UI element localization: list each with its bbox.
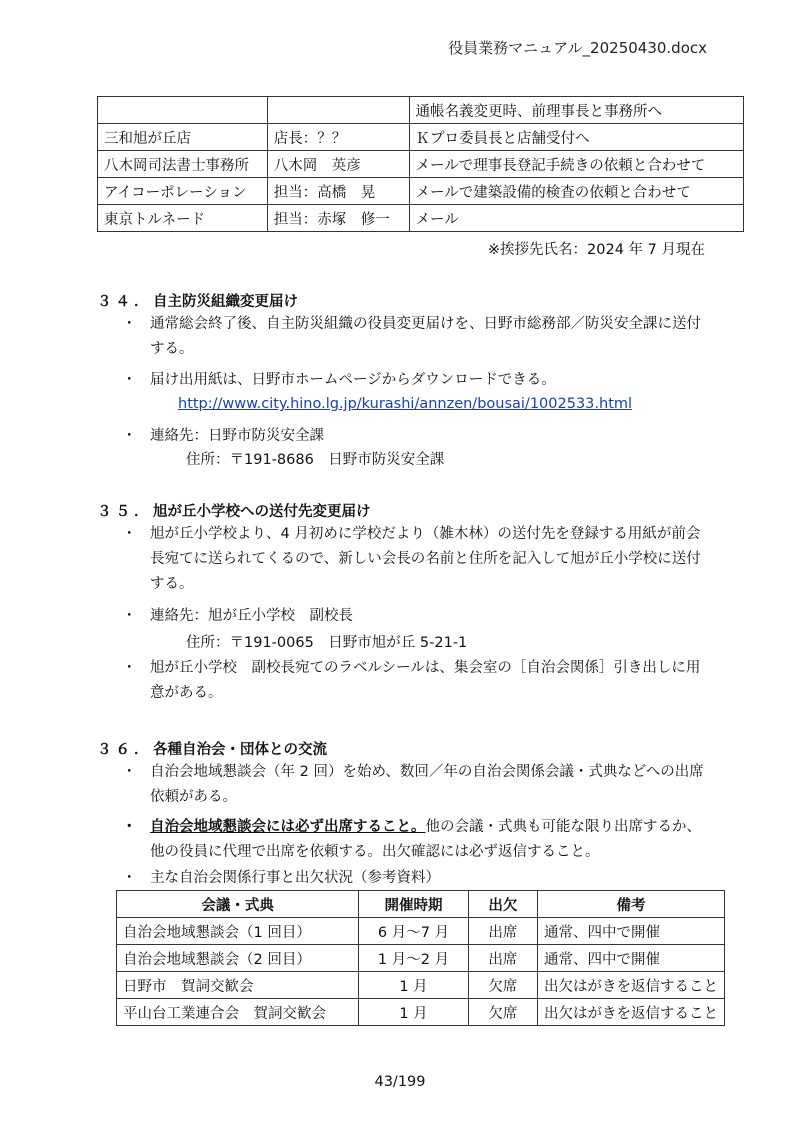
table-cell: 店長：？？ [267,124,409,151]
table-cell: メールで理事長登記手続きの依頼と合わせて [409,151,743,178]
table-cell: 八木岡司法書士事務所 [98,151,268,178]
document-filename: 役員業務マニュアル_20250430.docx [448,39,707,57]
bullet-text-rest: 他の会議・式典も可能な限り出席するか、他の役員に代理で出席を依頼する。出欠確認には必ず返信すること。 [150,819,701,860]
bullet-text: 旭が丘小学校 副校長宛てのラベルシールは、集会室の［自治会関係］引き出しに用意がある。 [150,660,701,701]
table-cell: 出欠はがきを返信すること [537,999,724,1026]
table-cell: 欠席 [468,999,537,1026]
bullet-text: 旭が丘小学校より、4 月初めに学校だより（雑木林）の送付先を登録する用紙が前会長宛てに送られてくるので、新しい会長の名前と住所を記入して旭が丘小学校に送付する。 [150,526,701,592]
section-35-heading [97,500,371,521]
events-table [116,890,725,1026]
table-cell: Ｋプロ委員長と店舗受付へ [409,124,743,151]
address-line: 住所：〒191-8686 日野市防災安全課 [186,452,445,468]
bullet-icon: ・ [122,819,137,835]
table-cell: 自治会地域懇談会（2 回目） [117,945,359,972]
bullet-text: 自治会地域懇談会（年 2 回）を始め、数回／年の自治会関係会議・式典などへの出席依頼がある。 [150,764,704,805]
bullet-text: 連絡先：旭が丘小学校 副校長 [150,608,353,624]
table-cell: 東京トルネード [98,205,268,232]
bullet-text: 主な自治会関係行事と出欠状況（参考資料） [150,870,440,886]
table-cell: 担当：赤塚 修一 [267,205,409,232]
column-header: 出欠 [468,891,537,918]
section-number: ３４． [97,294,153,310]
table-row [98,205,744,232]
table-cell: 1 月〜2 月 [359,945,468,972]
bullet-text: 届け出用紙は、日野市ホームページからダウンロードできる。 [150,372,556,388]
table-cell: 欠席 [468,972,537,999]
table-cell [98,97,268,124]
table-cell: 出欠はがきを返信すること [537,972,724,999]
bullet-text: 連絡先：日野市防災安全課 [150,428,324,444]
bullet-icon: ・ [122,372,137,388]
table-cell: 1 月 [359,972,468,999]
table-cell: 6 月〜7 月 [359,918,468,945]
table-cell: 通帳名義変更時、前理事長と事務所へ [409,97,743,124]
bullet-icon: ・ [122,608,137,624]
column-header: 開催時期 [359,891,468,918]
column-header: 備考 [537,891,724,918]
emphasis-text: 自治会地域懇談会には必ず出席すること。 [150,819,426,835]
bullet-text: 通常総会終了後、自主防災組織の役員変更届けを、日野市総務部／防災安全課に送付する。 [150,316,701,357]
section-36-heading [97,738,327,759]
table-cell: 日野市 賀詞交歓会 [117,972,359,999]
bullet-icon: ・ [122,428,137,444]
bullet-icon: ・ [122,526,137,542]
hino-city-link[interactable]: http://www.city.hino.lg.jp/kurashi/annzen/bousai/1002533.html [178,396,633,412]
table-cell [267,97,409,124]
page-number: 43/199 [374,1074,426,1090]
table-cell: 1 月 [359,999,468,1026]
section-number: ３６． [97,742,153,758]
section-number: ３５． [97,504,153,520]
table-cell: 平山台工業連合会 賀詞交歓会 [117,999,359,1026]
table-cell: 通常、四中で開催 [537,945,724,972]
bullet-icon: ・ [122,764,137,780]
table-cell: 自治会地域懇談会（1 回目） [117,918,359,945]
table-cell: 八木岡 英彦 [267,151,409,178]
section-title: 各種自治会・団体との交流 [153,742,327,758]
table-row [117,945,725,972]
table-cell: 出席 [468,918,537,945]
table-row [98,151,744,178]
section-title: 自主防災組織変更届け [153,294,298,310]
table-cell: アイコーポレーション [98,178,268,205]
table-row [98,124,744,151]
bullet-icon: ・ [122,660,137,676]
column-header: 会議・式典 [117,891,359,918]
table-row [98,178,744,205]
table-cell: 三和旭が丘店 [98,124,268,151]
table-row [117,999,725,1026]
section-title: 旭が丘小学校への送付先変更届け [153,504,371,520]
table-cell: 通常、四中で開催 [537,918,724,945]
contacts-table [97,96,744,232]
bullet-icon: ・ [122,316,137,332]
table-cell: 担当：高橋 晃 [267,178,409,205]
contacts-note: ※挨拶先氏名：2024 年 7 月現在 [487,242,705,258]
table-row [98,97,744,124]
table-cell: メール [409,205,743,232]
table-cell: メールで建築設備的検査の依頼と合わせて [409,178,743,205]
table-row [117,972,725,999]
table-header-row [117,891,725,918]
table-cell: 出席 [468,945,537,972]
address-line: 住所：〒191-0065 日野市旭が丘 5-21-1 [186,635,468,651]
bullet-text [150,815,705,865]
bullet-icon: ・ [122,870,137,886]
section-34-heading [97,290,298,311]
table-row [117,918,725,945]
